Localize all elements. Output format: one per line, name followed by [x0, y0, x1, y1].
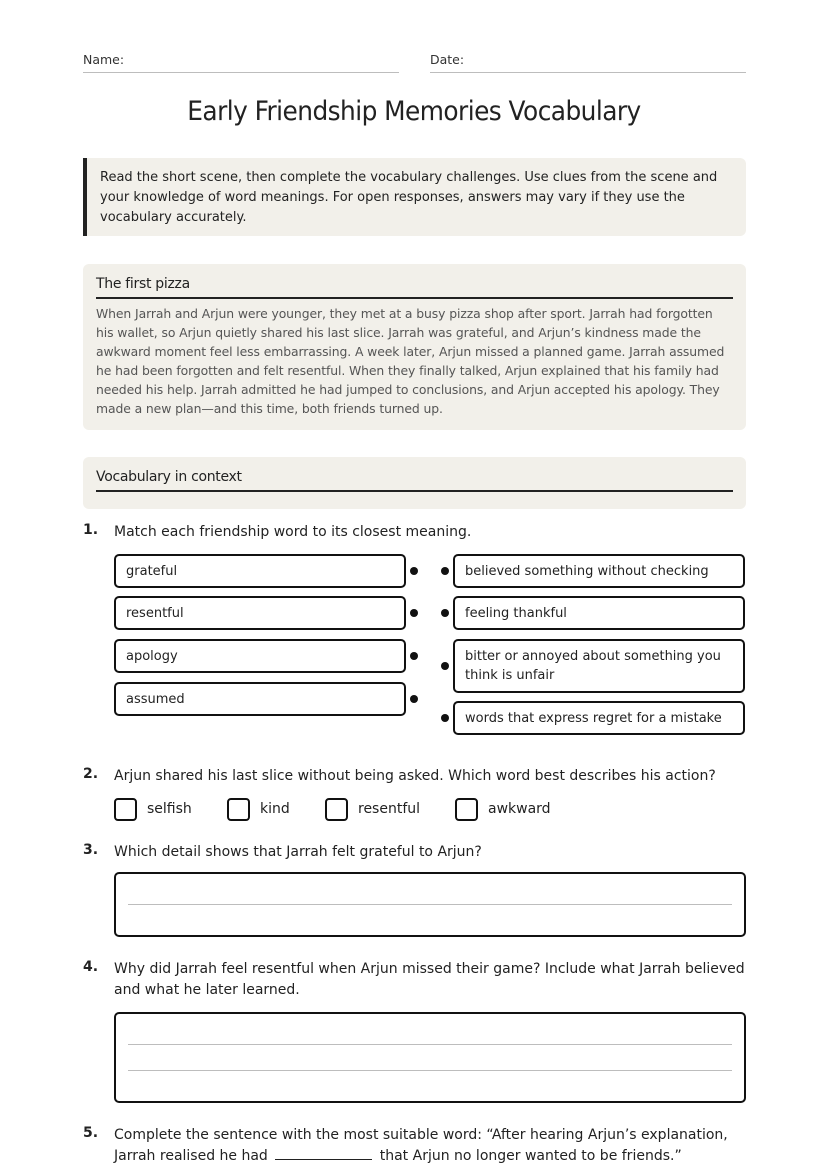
writing-line [128, 1070, 732, 1071]
match-dot-right-3[interactable] [441, 662, 449, 670]
match-dot-left-4[interactable] [410, 695, 418, 703]
question-1-number: 1. [83, 522, 99, 538]
match-meaning-4[interactable] [453, 701, 745, 735]
match-word-grateful[interactable] [114, 554, 406, 588]
match-word-resentful[interactable] [114, 596, 406, 630]
worksheet-title: Early Friendship Memories Vocabulary [187, 96, 641, 127]
match-dot-right-4[interactable] [441, 714, 449, 722]
match-word-label: apology [126, 648, 178, 664]
name-label: Name: [83, 52, 125, 67]
vocab-section-panel [83, 457, 746, 509]
question-3-number: 3. [83, 842, 99, 858]
option-label: kind [260, 801, 290, 817]
scene-text: When Jarrah and Arjun were younger, they met at a busy pizza shop after sport. Jarrah had forgotten his wallet, so Arjun quietly shared his last slice. Jarrah was grateful, and Arjun’s kindness made the awkward moment feel less embarrassing. A week later, Arjun missed a planned game. Jarrah assumed he had been forgotten and felt resentful. When they finally talked, Arjun explained that his family had needed his help. Jarrah admitted he had jumped to conclusions, and Arjun accepted his apology. They made a new plan—and this time, both friends turned up. [96, 306, 725, 416]
match-dot-left-3[interactable] [410, 652, 418, 660]
match-dot-right-1[interactable] [441, 567, 449, 575]
match-dot-left-2[interactable] [410, 609, 418, 617]
scene-title: The first pizza [96, 276, 733, 299]
question-2-number: 2. [83, 766, 99, 782]
question-5-text-after: that Arjun no longer wanted to be friends.” [379, 1148, 682, 1164]
question-2-text: Arjun shared his last slice without being asked. Which word best describes his action? [114, 768, 716, 784]
match-word-apology[interactable] [114, 639, 406, 673]
checkbox[interactable] [455, 798, 478, 821]
match-word-label: resentful [126, 605, 184, 621]
option-resentful[interactable] [325, 797, 420, 821]
date-field[interactable] [430, 52, 746, 73]
name-field[interactable] [83, 52, 399, 73]
question-5-text-before: Complete the sentence with the most suitable word: “After hearing Arjun’s explanation, Jarrah realised he had [114, 1127, 728, 1164]
option-awkward[interactable] [455, 797, 551, 821]
option-label: awkward [488, 801, 551, 817]
question-4-answer-box[interactable] [114, 1012, 746, 1103]
vocab-section-title: Vocabulary in context [96, 469, 733, 492]
question-1-text: Match each friendship word to its closest meaning. [114, 524, 472, 540]
option-selfish[interactable] [114, 797, 192, 821]
option-kind[interactable] [227, 797, 290, 821]
scene-panel [83, 264, 746, 430]
match-meaning-label: words that express regret for a mistake [465, 710, 722, 726]
checkbox[interactable] [227, 798, 250, 821]
checkbox[interactable] [325, 798, 348, 821]
writing-line [128, 904, 732, 905]
question-4-text: Why did Jarrah feel resentful when Arjun missed their game? Include what Jarrah believed and what he later learned. [114, 961, 745, 998]
question-5-text [114, 1125, 746, 1167]
instructions-box [83, 158, 746, 236]
match-word-label: assumed [126, 691, 185, 707]
match-dot-right-2[interactable] [441, 609, 449, 617]
match-word-assumed[interactable] [114, 682, 406, 716]
question-4-number: 4. [83, 959, 99, 975]
match-meaning-1[interactable] [453, 554, 745, 588]
match-meaning-3[interactable] [453, 639, 745, 693]
match-meaning-label: believed something without checking [465, 563, 709, 579]
question-5-number: 5. [83, 1125, 99, 1141]
question-3-answer-box[interactable] [114, 872, 746, 937]
match-word-label: grateful [126, 563, 178, 579]
checkbox[interactable] [114, 798, 137, 821]
writing-line [128, 1044, 732, 1045]
instructions-text: Read the short scene, then complete the vocabulary challenges. Use clues from the scene and your knowledge of word meanings. For open responses, answers may vary if they use the vocabulary accurately. [100, 170, 718, 225]
option-label: resentful [358, 801, 421, 817]
question-3-text: Which detail shows that Jarrah felt grateful to Arjun? [114, 844, 482, 860]
answer-blank[interactable] [275, 1146, 372, 1160]
match-meaning-label: bitter or annoyed about something you think is unfair [465, 649, 721, 683]
match-meaning-label: feeling thankful [465, 605, 567, 621]
date-label: Date: [430, 52, 465, 67]
match-meaning-2[interactable] [453, 596, 745, 630]
match-dot-left-1[interactable] [410, 567, 418, 575]
option-label: selfish [147, 801, 192, 817]
